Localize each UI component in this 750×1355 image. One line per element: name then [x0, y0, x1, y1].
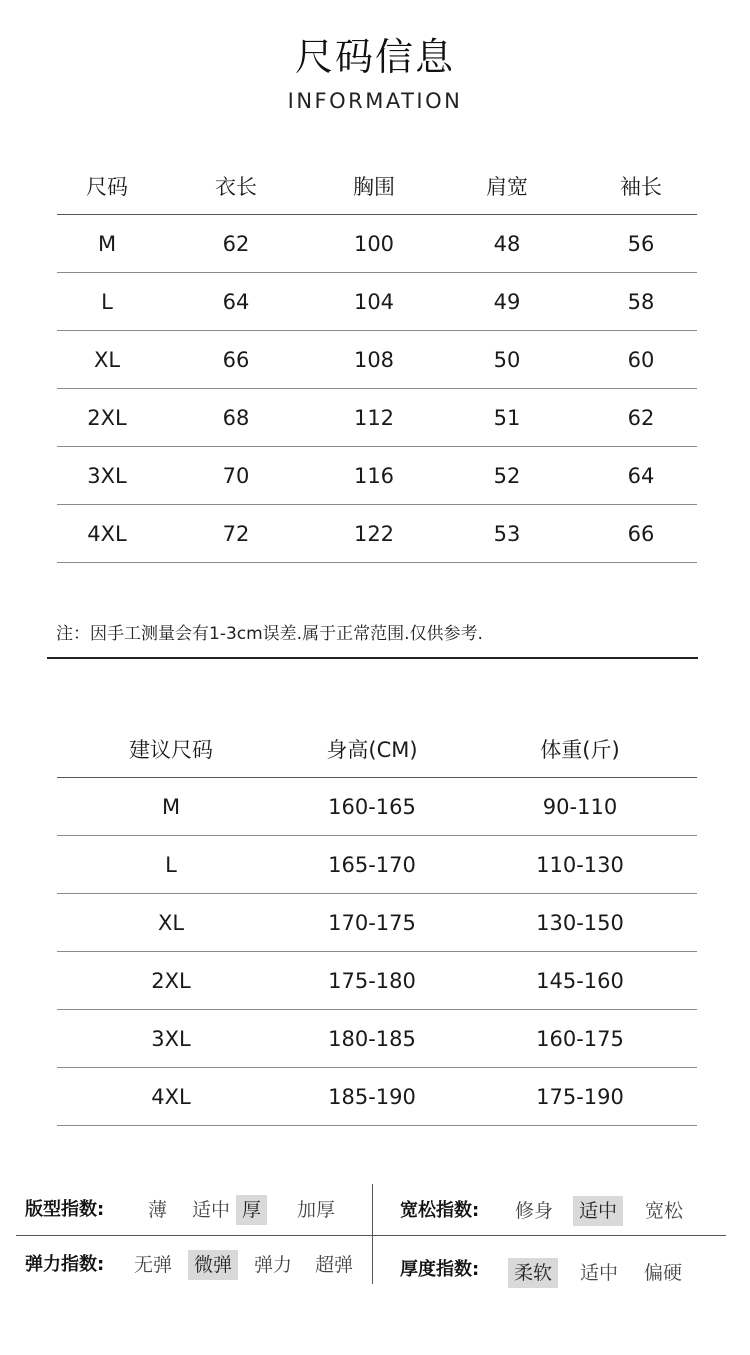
- index-grid-horizontal-divider: [16, 1235, 726, 1236]
- index-grid-vertical-divider: [372, 1184, 373, 1284]
- table-cell: 52: [493, 463, 521, 488]
- table-cell: 70: [222, 463, 250, 488]
- looseness-option: 修身: [515, 1200, 554, 1222]
- table-cell: 170-175: [328, 910, 416, 935]
- table-row: [57, 505, 697, 563]
- table-cell: 112: [353, 405, 395, 430]
- table-cell: 122: [353, 521, 395, 546]
- table-row: [57, 778, 697, 836]
- table-row: [57, 447, 697, 505]
- page-title: 尺码信息: [294, 35, 455, 79]
- table-row: [57, 1068, 697, 1126]
- table-row: [57, 894, 697, 952]
- page-subtitle: INFORMATION: [287, 89, 463, 113]
- table-cell: 180-185: [328, 1026, 416, 1051]
- table-cell: 62: [627, 405, 655, 430]
- fit-index-label: 版型指数:: [25, 1199, 105, 1220]
- table-cell: 60: [627, 347, 655, 372]
- table-cell: 3XL: [87, 463, 127, 488]
- looseness-index: [400, 1189, 479, 1229]
- thickness-option: 偏硬: [644, 1262, 683, 1284]
- fit-index: [25, 1188, 104, 1228]
- table-cell: 104: [353, 289, 395, 314]
- table-cell: XL: [93, 347, 121, 372]
- table-cell: 145-160: [536, 968, 624, 993]
- fit-option-selected: 厚: [236, 1195, 267, 1225]
- table-cell: 175-190: [536, 1084, 624, 1109]
- table-cell: 2XL: [87, 405, 127, 430]
- table-cell: 160-175: [536, 1026, 624, 1051]
- table-cell: 2XL: [151, 968, 191, 993]
- table-row: [57, 836, 697, 894]
- elasticity-index-label: 弹力指数:: [25, 1254, 105, 1275]
- table-cell: 185-190: [328, 1084, 416, 1109]
- table-header-row: [57, 720, 697, 778]
- column-header: 胸围: [353, 175, 395, 199]
- table-row: [57, 389, 697, 447]
- table-cell: 4XL: [151, 1084, 191, 1109]
- table-cell: 100: [353, 231, 395, 256]
- column-header: 体重(斤): [540, 737, 620, 762]
- fit-option: 加厚: [297, 1199, 336, 1221]
- table-row: [57, 1010, 697, 1068]
- recommend-size-table: [57, 720, 697, 1126]
- column-header: 袖长: [620, 175, 662, 199]
- table-cell: XL: [157, 910, 185, 935]
- table-cell: M: [97, 231, 117, 256]
- looseness-option: 宽松: [645, 1200, 684, 1222]
- table-cell: 66: [222, 347, 250, 372]
- table-cell: 51: [493, 405, 521, 430]
- thickness-option-selected: 柔软: [508, 1258, 558, 1288]
- table-cell: 72: [222, 521, 250, 546]
- table-cell: 49: [493, 289, 521, 314]
- table-cell: 68: [222, 405, 250, 430]
- table-cell: 56: [627, 231, 655, 256]
- table-cell: 62: [222, 231, 250, 256]
- table-cell: 64: [222, 289, 250, 314]
- table-row: [57, 331, 697, 389]
- elasticity-option: 无弹: [134, 1254, 173, 1276]
- column-header: 尺码: [86, 175, 128, 199]
- table-row: [57, 952, 697, 1010]
- table-cell: 175-180: [328, 968, 416, 993]
- size-table: [57, 158, 697, 563]
- table-cell: 3XL: [151, 1026, 191, 1051]
- table-cell: 110-130: [536, 852, 624, 877]
- elasticity-option: 超弹: [315, 1254, 354, 1276]
- table-row: [57, 215, 697, 273]
- table-cell: 116: [353, 463, 395, 488]
- elasticity-option-selected: 微弹: [188, 1250, 238, 1280]
- looseness-option-selected: 适中: [573, 1196, 623, 1226]
- table-cell: L: [101, 289, 113, 314]
- table-cell: 108: [353, 347, 395, 372]
- table-cell: 90-110: [542, 794, 618, 819]
- table-cell: M: [161, 794, 181, 819]
- looseness-index-label: 宽松指数:: [400, 1200, 480, 1221]
- table-cell: 58: [627, 289, 655, 314]
- thickness-option: 适中: [580, 1262, 619, 1284]
- table-header-row: [57, 158, 697, 215]
- elasticity-option: 弹力: [254, 1254, 293, 1276]
- table-cell: 64: [627, 463, 655, 488]
- column-header: 身高(CM): [326, 737, 418, 762]
- elasticity-index: [25, 1243, 104, 1283]
- fit-option: 适中: [192, 1199, 231, 1221]
- table-row: [57, 273, 697, 331]
- table-cell: 66: [627, 521, 655, 546]
- thickness-index-label: 厚度指数:: [400, 1259, 480, 1280]
- thickness-index: [400, 1248, 479, 1288]
- column-header: 肩宽: [486, 175, 528, 199]
- table-cell: 165-170: [328, 852, 416, 877]
- column-header: 建议尺码: [129, 737, 213, 762]
- table-cell: 130-150: [536, 910, 624, 935]
- section-divider: [47, 657, 698, 659]
- table-cell: 53: [493, 521, 521, 546]
- table-cell: 4XL: [87, 521, 127, 546]
- table-cell: L: [165, 852, 177, 877]
- table-cell: 48: [493, 231, 521, 256]
- column-header: 衣长: [215, 175, 257, 199]
- table-cell: 50: [493, 347, 521, 372]
- measurement-note: 注：因手工测量会有1-3cm误差.属于正常范围.仅供参考.: [56, 624, 483, 644]
- table-cell: 160-165: [328, 794, 416, 819]
- fit-option: 薄: [148, 1199, 168, 1221]
